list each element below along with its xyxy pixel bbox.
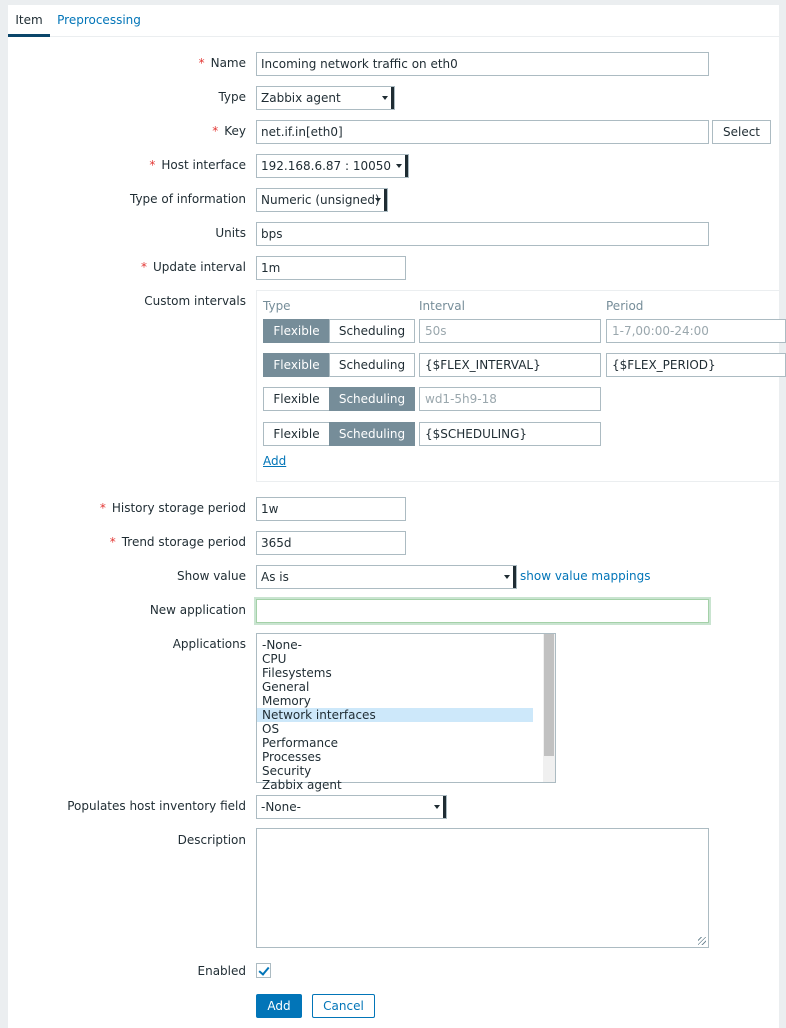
chevron-down-icon bbox=[375, 198, 381, 202]
key-label-text: Key bbox=[224, 124, 246, 138]
units-label: Units bbox=[215, 226, 246, 240]
list-item[interactable]: Zabbix agent bbox=[262, 778, 342, 792]
checkmark-icon bbox=[258, 964, 269, 976]
enabled-label: Enabled bbox=[197, 964, 246, 978]
list-item[interactable]: Processes bbox=[262, 750, 322, 764]
required-marker: * bbox=[99, 501, 106, 515]
chevron-down-icon bbox=[504, 575, 510, 579]
trend-input[interactable]: 365d bbox=[256, 531, 406, 555]
new-application-input[interactable] bbox=[256, 599, 709, 623]
show-value-mappings-link[interactable]: show value mappings bbox=[520, 569, 651, 583]
ci-row2-interval-input[interactable]: {$FLEX_INTERVAL} bbox=[419, 353, 601, 377]
select-edge bbox=[513, 566, 516, 588]
applications-listbox[interactable] bbox=[256, 633, 556, 792]
ci-row4-flexible[interactable]: Flexible bbox=[263, 422, 330, 446]
tab-preprocessing[interactable]: Preprocessing bbox=[57, 13, 141, 27]
trend-label bbox=[8, 531, 246, 553]
ci-add-link[interactable]: Add bbox=[263, 454, 287, 468]
list-item[interactable]: OS bbox=[262, 722, 280, 736]
update-interval-input[interactable]: 1m bbox=[256, 256, 406, 280]
ci-header-period: Period bbox=[606, 299, 644, 313]
chevron-down-icon bbox=[396, 164, 402, 168]
name-input[interactable]: Incoming network traffic on eth0 bbox=[256, 52, 709, 76]
type-label: Type bbox=[218, 90, 246, 104]
list-item[interactable]: Memory bbox=[262, 694, 311, 708]
host-interface-select[interactable] bbox=[256, 154, 409, 178]
ci-row2-period-input[interactable]: {$FLEX_PERIOD} bbox=[606, 353, 786, 377]
cancel-button[interactable]: Cancel bbox=[312, 994, 375, 1018]
key-label bbox=[8, 120, 246, 142]
list-item[interactable]: CPU bbox=[262, 652, 287, 666]
inventory-label: Populates host inventory field bbox=[67, 799, 246, 813]
show-value-value: As is bbox=[261, 570, 289, 584]
required-marker: * bbox=[140, 260, 147, 274]
ci-row2-flexible[interactable]: Flexible bbox=[263, 353, 330, 377]
custom-intervals-label: Custom intervals bbox=[144, 294, 246, 308]
select-edge bbox=[391, 87, 394, 109]
required-marker: * bbox=[198, 56, 205, 70]
tab-bar bbox=[8, 5, 779, 37]
select-edge bbox=[405, 155, 408, 177]
type-of-information-value: Numeric (unsigned) bbox=[261, 193, 380, 207]
resize-grip-icon[interactable] bbox=[698, 937, 706, 945]
ci-row3-interval-input[interactable]: wd1-5h9-18 bbox=[419, 387, 601, 411]
list-item[interactable]: General bbox=[262, 680, 310, 694]
new-application-label: New application bbox=[149, 603, 246, 617]
host-interface-value: 192.168.6.87 : 10050 bbox=[261, 159, 392, 173]
type-select-value: Zabbix agent bbox=[261, 91, 341, 105]
ci-row3-flexible[interactable]: Flexible bbox=[263, 387, 330, 411]
chevron-down-icon bbox=[434, 805, 440, 809]
key-input[interactable]: net.if.in[eth0] bbox=[256, 120, 709, 144]
history-input[interactable]: 1w bbox=[256, 497, 406, 521]
enabled-checkbox[interactable] bbox=[256, 963, 271, 978]
ci-row4-interval-input[interactable]: {$SCHEDULING} bbox=[419, 422, 601, 446]
applications-label: Applications bbox=[172, 637, 246, 651]
host-interface-label-text: Host interface bbox=[161, 158, 246, 172]
description-textarea[interactable] bbox=[256, 828, 709, 948]
units-input[interactable]: bps bbox=[256, 222, 709, 246]
description-label: Description bbox=[177, 833, 246, 847]
list-item-selected[interactable]: Network interfaces bbox=[257, 708, 533, 722]
list-item[interactable]: -None- bbox=[262, 638, 302, 652]
ci-row1-flexible[interactable]: Flexible bbox=[263, 319, 330, 343]
scrollbar-thumb[interactable] bbox=[544, 634, 554, 756]
history-label bbox=[8, 497, 246, 519]
ci-header-interval: Interval bbox=[419, 299, 465, 313]
ci-row1-interval-input[interactable]: 50s bbox=[419, 319, 601, 343]
name-label-text: Name bbox=[210, 56, 246, 70]
show-value-select[interactable] bbox=[256, 565, 517, 589]
inventory-select[interactable] bbox=[256, 795, 447, 819]
tab-item[interactable]: Item bbox=[8, 5, 50, 37]
update-interval-label bbox=[8, 256, 246, 278]
ci-row1-scheduling[interactable]: Scheduling bbox=[329, 319, 415, 343]
listbox-scrollbar[interactable] bbox=[543, 634, 555, 782]
list-item[interactable]: Security bbox=[262, 764, 312, 778]
name-label bbox=[8, 52, 246, 74]
select-edge bbox=[384, 189, 387, 211]
history-label-text: History storage period bbox=[111, 501, 246, 515]
select-edge bbox=[443, 796, 446, 818]
chevron-down-icon bbox=[382, 96, 388, 100]
host-interface-label bbox=[8, 154, 246, 176]
trend-label-text: Trend storage period bbox=[121, 535, 246, 549]
inventory-value: -None- bbox=[261, 800, 301, 814]
ci-row4-scheduling[interactable]: Scheduling bbox=[329, 422, 415, 446]
show-value-label: Show value bbox=[177, 569, 246, 583]
required-marker: * bbox=[212, 124, 219, 138]
ci-header-type: Type bbox=[263, 299, 291, 313]
select-key-button[interactable]: Select bbox=[712, 120, 771, 144]
ci-row2-scheduling[interactable]: Scheduling bbox=[329, 353, 415, 377]
update-interval-label-text: Update interval bbox=[152, 260, 246, 274]
add-button[interactable]: Add bbox=[256, 994, 302, 1018]
list-item[interactable]: Performance bbox=[262, 736, 339, 750]
item-form-panel bbox=[8, 5, 779, 1028]
ci-row1-period-input[interactable]: 1-7,00:00-24:00 bbox=[606, 319, 786, 343]
type-of-information-label: Type of information bbox=[129, 192, 246, 206]
required-marker: * bbox=[109, 535, 116, 549]
required-marker: * bbox=[149, 158, 156, 172]
applications-list bbox=[257, 634, 555, 792]
custom-intervals-table bbox=[256, 290, 779, 482]
ci-row3-scheduling[interactable]: Scheduling bbox=[329, 387, 415, 411]
type-of-information-select[interactable] bbox=[256, 188, 388, 212]
list-item[interactable]: Filesystems bbox=[262, 666, 332, 680]
type-select[interactable] bbox=[256, 86, 395, 110]
